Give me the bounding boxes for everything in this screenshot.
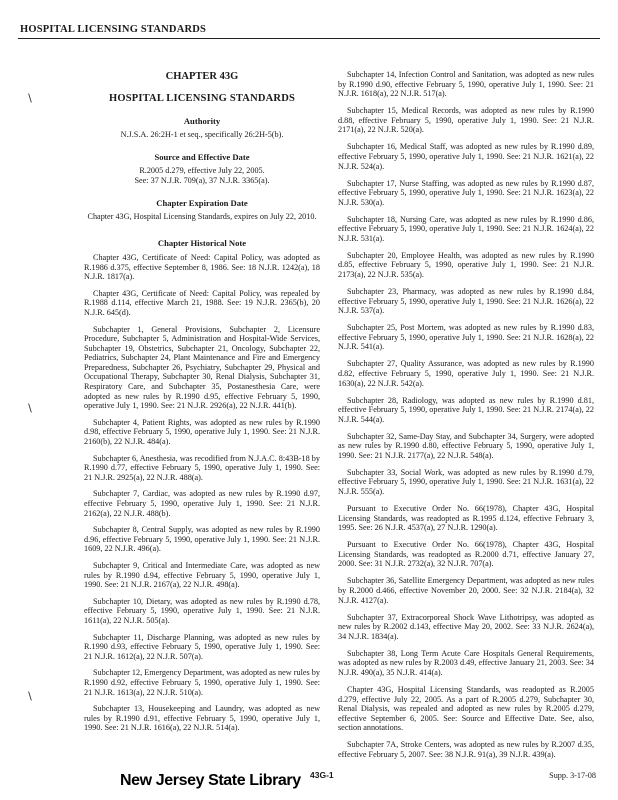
note-paragraph: Subchapter 17, Nurse Staffing, was adopted as new rules by R.1990 d.87, effective February 5, 1990, operative July 1, 1990. See: 21 N.J.R. 1623(a), 22 N.J.R. 530(a).	[338, 178, 594, 207]
note-paragraph: Subchapter 25, Post Mortem, was adopted as new rules by R.1990 d.83, effective February 5, 1990, operative July 1, 1990. See: 21 N.J.R. 1628(a), 22 N.J.R. 541(a).	[338, 323, 594, 352]
margin-mark: ∖	[26, 691, 34, 703]
header-rule	[18, 38, 600, 39]
right-column	[338, 70, 594, 767]
left-column	[84, 70, 320, 740]
note-paragraph: Subchapter 7A, Stroke Centers, was adopted as new rules by R.2007 d.35, effective February 5, 2007. See: 38 N.J.R. 91(a), 39 N.J.R. 439(a).	[338, 740, 594, 759]
note-paragraph: Subchapter 23, Pharmacy, was adopted as new rules by R.1990 d.84, effective February 5, 1990, operative July 1, 1990. See: 21 N.J.R. 1626(a), 22 N.J.R. 537(a).	[338, 287, 594, 316]
note-paragraph: Subchapter 27, Quality Assurance, was adopted as new rules by R.1990 d.82, effective February 5, 1990, operative July 1, 1990. See: 21 N.J.R. 1630(a), 22 N.J.R. 542(a).	[338, 359, 594, 388]
note-paragraph: Subchapter 13, Housekeeping and Laundry, was adopted as new rules by R.1990 d.91, effective February 5, 1990, operative July 1, 1990. See: 21 N.J.R. 1616(a), 22 N.J.R. 514(a).	[84, 704, 320, 733]
note-paragraph: Subchapter 20, Employee Health, was adopted as new rules by R.1990 d.85, effective February 5, 1990, operative July 1, 1990. See: 21 N.J.R. 2173(a), 22 N.J.R. 535(a).	[338, 250, 594, 280]
note-paragraph: Subchapter 16, Medical Staff, was adopted as new rules by R.1990 d.89, effective February 5, 1990, operative July 1, 1990. See: 21 N.J.R. 1621(a), 22 N.J.R. 524(a).	[338, 142, 594, 171]
note-paragraph: Subchapter 38, Long Term Acute Care Hospitals General Requirements, was adopted as new rules by R.2003 d.49, effective January 21, 2003. See: 34 N.J.R. 490(a), 35 N.J.R. 414(a).	[338, 648, 594, 677]
source-line: R.2005 d.279, effective July 22, 2005.	[139, 165, 265, 175]
note-paragraph: Subchapter 37, Extracorporeal Shock Wave Lithotripsy, was adopted as new rules by R.2002 d.143, effective May 20, 2002. See: 33 N.J.R. 2624(a), 34 N.J.R. 1834(a).	[338, 612, 594, 641]
note-paragraph: Subchapter 33, Social Work, was adopted as new rules by R.1990 d.79, effective February 5, 1990, operative July 1, 1990. See: 21 N.J.R. 1631(a), 22 N.J.R. 555(a).	[338, 467, 594, 497]
chapter-number: CHAPTER 43G	[165, 71, 239, 82]
historical-note-left	[84, 253, 320, 733]
expiration-text: Chapter 43G, Hospital Licensing Standards, expires on July 22, 2010.	[87, 211, 317, 221]
expiration-heading: Chapter Expiration Date	[156, 198, 248, 209]
margin-mark: ∖	[26, 403, 34, 415]
note-paragraph: Subchapter 12, Emergency Department, was adopted as new rules by R.1990 d.92, effective February 5, 1990, operative July 1, 1990. See: 21 N.J.R. 1613(a), 22 N.J.R. 510(a).	[84, 668, 320, 697]
note-paragraph: Subchapter 7, Cardiac, was adopted as new rules by R.1990 d.97, effective February 5, 1990, operative July 1, 1990. See: 21 N.J.R. 2162(a), 22 N.J.R. 488(b).	[84, 489, 320, 518]
note-paragraph: Subchapter 6, Anesthesia, was recodified from N.J.A.C. 8:43B-18 by R.1990 d.77, effective February 5, 1990, operative July 1, 1990. See: 21 N.J.R. 2925(a), 22 N.J.R. 488(a).	[84, 453, 320, 482]
note-paragraph: Subchapter 36, Satellite Emergency Department, was adopted as new rules by R.2000 d.466, effective November 20, 2000. See: 32 N.J.R. 2184(a), 32 N.J.R. 4127(a).	[338, 576, 594, 605]
note-paragraph: Subchapter 1, General Provisions, Subchapter 2, Licensure Procedure, Subchapter 5, Administration and Hospital-Wide Services, Subchapter 19, Obstetrics, Subchapter 21, Oncology, Subchapter 22, Pediatrics, Subchapter 24, Plant Maintenance and Fire and Emergency Preparedness, Subchapter 26, Psychiatry, Subchapter 29, Physical and Occupational Therapy, Subchapter 30, Renal Dialysis, Subchapter 31, Respiratory Care, and Subchapter 35, Postanesthesia Care, were adopted as new rules by R.1990 d.95, effective February 5, 1990, operative July 1, 1990. See: 21 N.J.R. 2926(a), 22 N.J.R. 441(b).	[84, 324, 320, 411]
note-paragraph: Subchapter 8, Central Supply, was adopted as new rules by R.1990 d.96, effective February 5, 1990, operative July 1, 1990. See: 21 N.J.R. 1609, 22 N.J.R. 496(a).	[84, 525, 320, 554]
note-paragraph: Subchapter 9, Critical and Intermediate Care, was adopted as new rules by R.1990 d.94, effective February 5, 1990, operative July 1, 1990. See: 21 N.J.R. 2167(a), 22 N.J.R. 498(a).	[84, 560, 320, 590]
note-paragraph: Subchapter 18, Nursing Care, was adopted as new rules by R.1990 d.86, effective February 5, 1990, operative July 1, 1990. See: 21 N.J.R. 1624(a), 22 N.J.R. 531(a).	[338, 214, 594, 243]
note-paragraph: Pursuant to Executive Order No. 66(1978), Chapter 43G, Hospital Licensing Standards, was readopted as R.2000 d.71, effective January 27, 2000. See: 31 N.J.R. 2732(a), 32 N.J.R. 707(a).	[338, 540, 594, 569]
library-watermark: New Jersey State Library	[120, 772, 301, 789]
source-line: See: 37 N.J.R. 709(a), 37 N.J.R. 3365(a).	[134, 175, 270, 185]
margin-mark: ∖	[26, 93, 34, 105]
chapter-title: HOSPITAL LICENSING STANDARDS	[108, 92, 296, 104]
historical-note-heading: Chapter Historical Note	[157, 238, 247, 249]
running-head: HOSPITAL LICENSING STANDARDS	[20, 24, 207, 35]
note-paragraph: Subchapter 4, Patient Rights, was adopted as new rules by R.1990 d.98, effective February 5, 1990, operative July 1, 1990. See: 21 N.J.R. 2160(b), 22 N.J.R. 484(a).	[84, 417, 320, 447]
note-paragraph: Pursuant to Executive Order No. 66(1978), Chapter 43G, Hospital Licensing Standards, was readopted as R.1995 d.124, effective February 3, 1995. See: 26 N.J.R. 4537(a), 27 N.J.R. 1290(a).	[338, 504, 594, 533]
note-paragraph: Subchapter 10, Dietary, was adopted as new rules by R.1990 d.78, effective February 5, 1990, operative July 1, 1990. See: 21 N.J.R. 1611(a), 22 N.J.R. 505(a).	[84, 596, 320, 625]
note-paragraph: Subchapter 15, Medical Records, was adopted as new rules by R.1990 d.88, effective February 5, 1990, operative July 1, 1990. See: 21 N.J.R. 2171(a), 22 N.J.R. 520(a).	[338, 106, 594, 135]
note-paragraph: Chapter 43G, Certificate of Need: Capital Policy, was adopted as R.1986 d.375, effective September 8, 1986. See: 18 N.J.R. 1242(a), 18 N.J.R. 1817(a).	[84, 252, 320, 282]
note-paragraph: Subchapter 32, Same-Day Stay, and Subchapter 34, Surgery, were adopted as new rules by R.1990 d.80, effective February 5, 1990, operative July 1, 1990. See: 21 N.J.R. 2177(a), 22 N.J.R. 548(a).	[338, 431, 594, 460]
note-paragraph: Chapter 43G, Certificate of Need: Capital Policy, was repealed by R.1988 d.114, effective March 21, 1988. See: 19 N.J.R. 2365(b), 20 N.J.R. 645(d).	[84, 288, 320, 317]
note-paragraph: Subchapter 11, Discharge Planning, was adopted as new rules by R.1990 d.93, effective February 5, 1990, operative July 1, 1990. See: 21 N.J.R. 1612(a), 22 N.J.R. 507(a).	[84, 632, 320, 661]
note-paragraph: Subchapter 28, Radiology, was adopted as new rules by R.1990 d.81, effective February 5, 1990, operative July 1, 1990. See: 21 N.J.R. 2174(a), 22 N.J.R. 544(a).	[338, 395, 594, 424]
note-paragraph: Chapter 43G, Hospital Licensing Standards, was readopted as R.2005 d.279, effective July 22, 2005. As a part of R.2005 d.279, Subchapter 30, Renal Dialysis, was repealed and adopted as new rules by R.2005 d.279, effective September 6, 2005. See: Source and Effective Date. See, also, section annotations.	[338, 684, 594, 733]
source-heading: Source and Effective Date	[154, 152, 250, 163]
note-paragraph: Subchapter 14, Infection Control and Sanitation, was adopted as new rules by R.1990 d.90, effective February 5, 1990, operative July 1, 1990. See: 21 N.J.R. 1618(a), 22 N.J.R. 517(a).	[338, 70, 594, 99]
authority-text: N.J.S.A. 26:2H-1 et seq., specifically 26:2H-5(b).	[120, 129, 284, 139]
authority-heading: Authority	[183, 116, 221, 127]
supplement-date: Supp. 3-17-08	[549, 771, 596, 780]
page-number: 43G-1	[310, 770, 334, 780]
